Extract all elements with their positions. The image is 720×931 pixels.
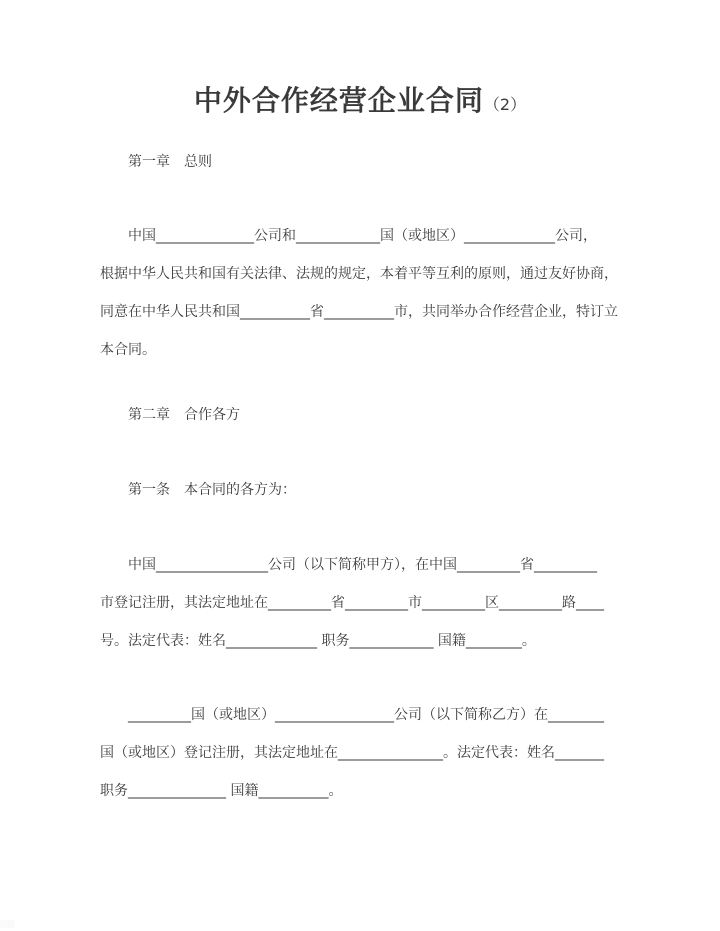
paragraph-party-b	[100, 696, 620, 810]
chapter-2-heading: 第二章 合作各方	[128, 406, 240, 423]
text-line: 中国________________公司（以下简称甲方），在中国_________省_________	[128, 556, 597, 573]
paragraph-preamble	[100, 217, 620, 369]
text-line: 市登记注册，其法定地址在_________省_________市_________区_________路____	[100, 594, 604, 611]
document-title-number: （2）	[483, 95, 527, 114]
document-title-text: 中外合作经营企业合同	[193, 84, 484, 117]
text-line: _________国（或地区）_________________公司（以下简称乙方）在________	[128, 706, 604, 723]
chapter-1-heading: 第一章 总则	[128, 153, 212, 170]
page-corner-artifact	[0, 920, 15, 928]
text-line: 职务______________ 国籍__________。	[100, 782, 343, 799]
article-1-heading: 第一条 本合同的各方为：	[128, 481, 296, 498]
text-line: 根据中华人民共和国有关法律、法规的规定，本着平等互利的原则，通过友好协商，	[100, 265, 618, 282]
text-line: 号。法定代表：姓名_____________ 职务____________ 国籍________。	[100, 632, 536, 649]
paragraph-party-a	[100, 546, 620, 660]
text-line: 国（或地区）登记注册，其法定地址在_______________。法定代表：姓名_______	[100, 744, 604, 761]
document-title	[100, 84, 620, 118]
text-line: 本合同。	[100, 341, 156, 358]
text-line: 中国______________公司和____________国（或地区）_____________公司，	[128, 227, 597, 244]
text-line: 同意在中华人民共和国__________省__________市，共同举办合作经营企业，特订立	[100, 303, 618, 320]
